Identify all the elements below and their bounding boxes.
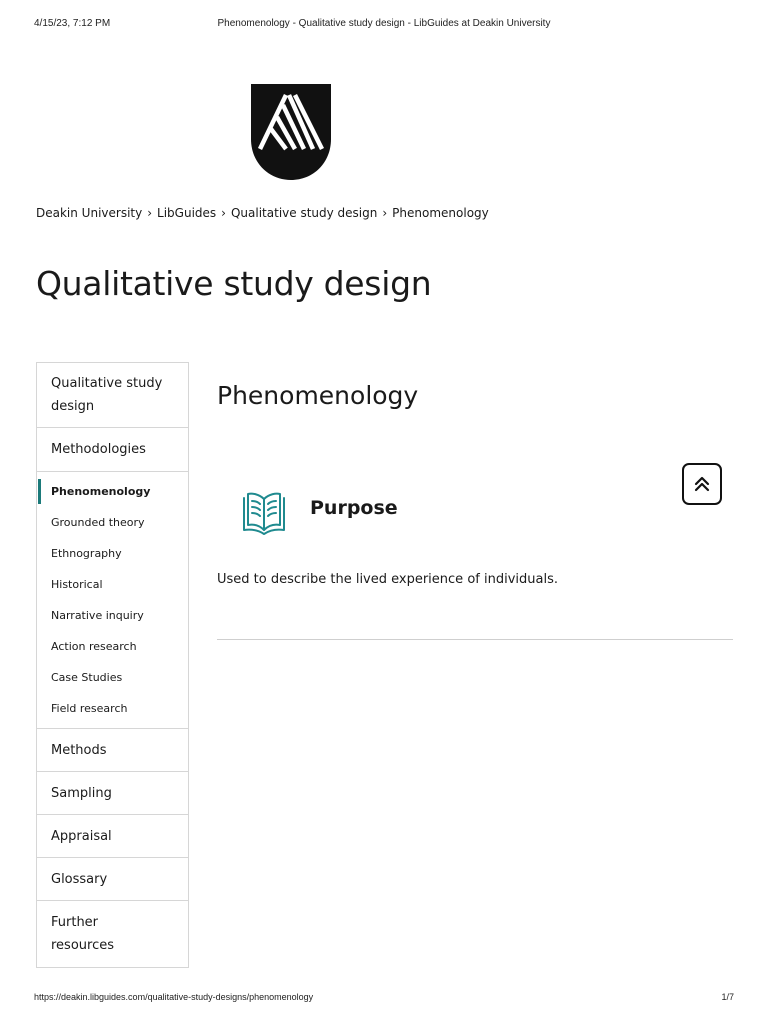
back-to-top-button[interactable] <box>682 463 722 505</box>
breadcrumb-separator: › <box>221 206 226 220</box>
breadcrumb-item-qualitative-study-design[interactable]: Qualitative study design <box>230 206 378 220</box>
sidebar-subitem-action-research[interactable]: Action research <box>51 640 137 653</box>
purpose-text: Used to describe the lived experience of individuals. <box>217 572 558 587</box>
purpose-heading: Purpose <box>310 497 398 519</box>
print-datetime: 4/15/23, 7:12 PM <box>34 18 111 29</box>
section-divider <box>217 639 733 640</box>
sidebar-subitem-case-studies[interactable]: Case Studies <box>51 671 123 684</box>
deakin-shield-logo[interactable] <box>250 83 332 181</box>
sidebar-item-appraisal[interactable]: Appraisal <box>37 815 188 858</box>
print-page-title: Phenomenology - Qualitative study design - LibGuides at Deakin University <box>217 18 551 29</box>
double-chevron-up-icon <box>692 474 712 494</box>
sidebar-item-qualitative-study-design[interactable]: Qualitative study design <box>37 363 188 428</box>
breadcrumb-separator: › <box>382 206 388 220</box>
page-title: Qualitative study design <box>36 264 432 303</box>
sidebar-subitem-historical[interactable]: Historical <box>51 578 103 591</box>
print-page-number: 1/7 <box>721 992 734 1002</box>
sidebar-item-glossary[interactable]: Glossary <box>37 858 188 901</box>
breadcrumb-separator: › <box>147 206 153 220</box>
breadcrumb-item-phenomenology: Phenomenology <box>392 206 489 220</box>
sidebar-item-sampling[interactable]: Sampling <box>37 772 188 815</box>
print-footer <box>34 992 734 1006</box>
breadcrumb <box>36 206 489 220</box>
print-header <box>34 18 734 32</box>
breadcrumb-item-deakin-university[interactable]: Deakin University <box>36 206 143 220</box>
sidebar-item-further-resources[interactable]: Further resources <box>51 915 115 953</box>
print-url: https://deakin.libguides.com/qualitative-study-designs/phenomenology <box>34 992 314 1002</box>
open-book-icon <box>239 485 289 537</box>
breadcrumb-item-libguides[interactable]: LibGuides <box>157 206 217 220</box>
sidebar-subitem-ethnography[interactable]: Ethnography <box>51 547 122 560</box>
sidebar-nav <box>36 362 189 968</box>
sidebar-item-methodologies[interactable]: Methodologies <box>37 428 188 472</box>
sidebar-item-methods[interactable]: Methods <box>37 729 188 772</box>
section-heading: Phenomenology <box>217 381 419 410</box>
sidebar-subitem-phenomenology[interactable]: Phenomenology <box>37 476 188 507</box>
sidebar-subitem-grounded-theory[interactable]: Grounded theory <box>51 516 145 529</box>
sidebar-subitems <box>37 472 188 729</box>
sidebar-subitem-field-research[interactable]: Field research <box>51 702 128 715</box>
sidebar-subitem-narrative-inquiry[interactable]: Narrative inquiry <box>51 609 144 622</box>
